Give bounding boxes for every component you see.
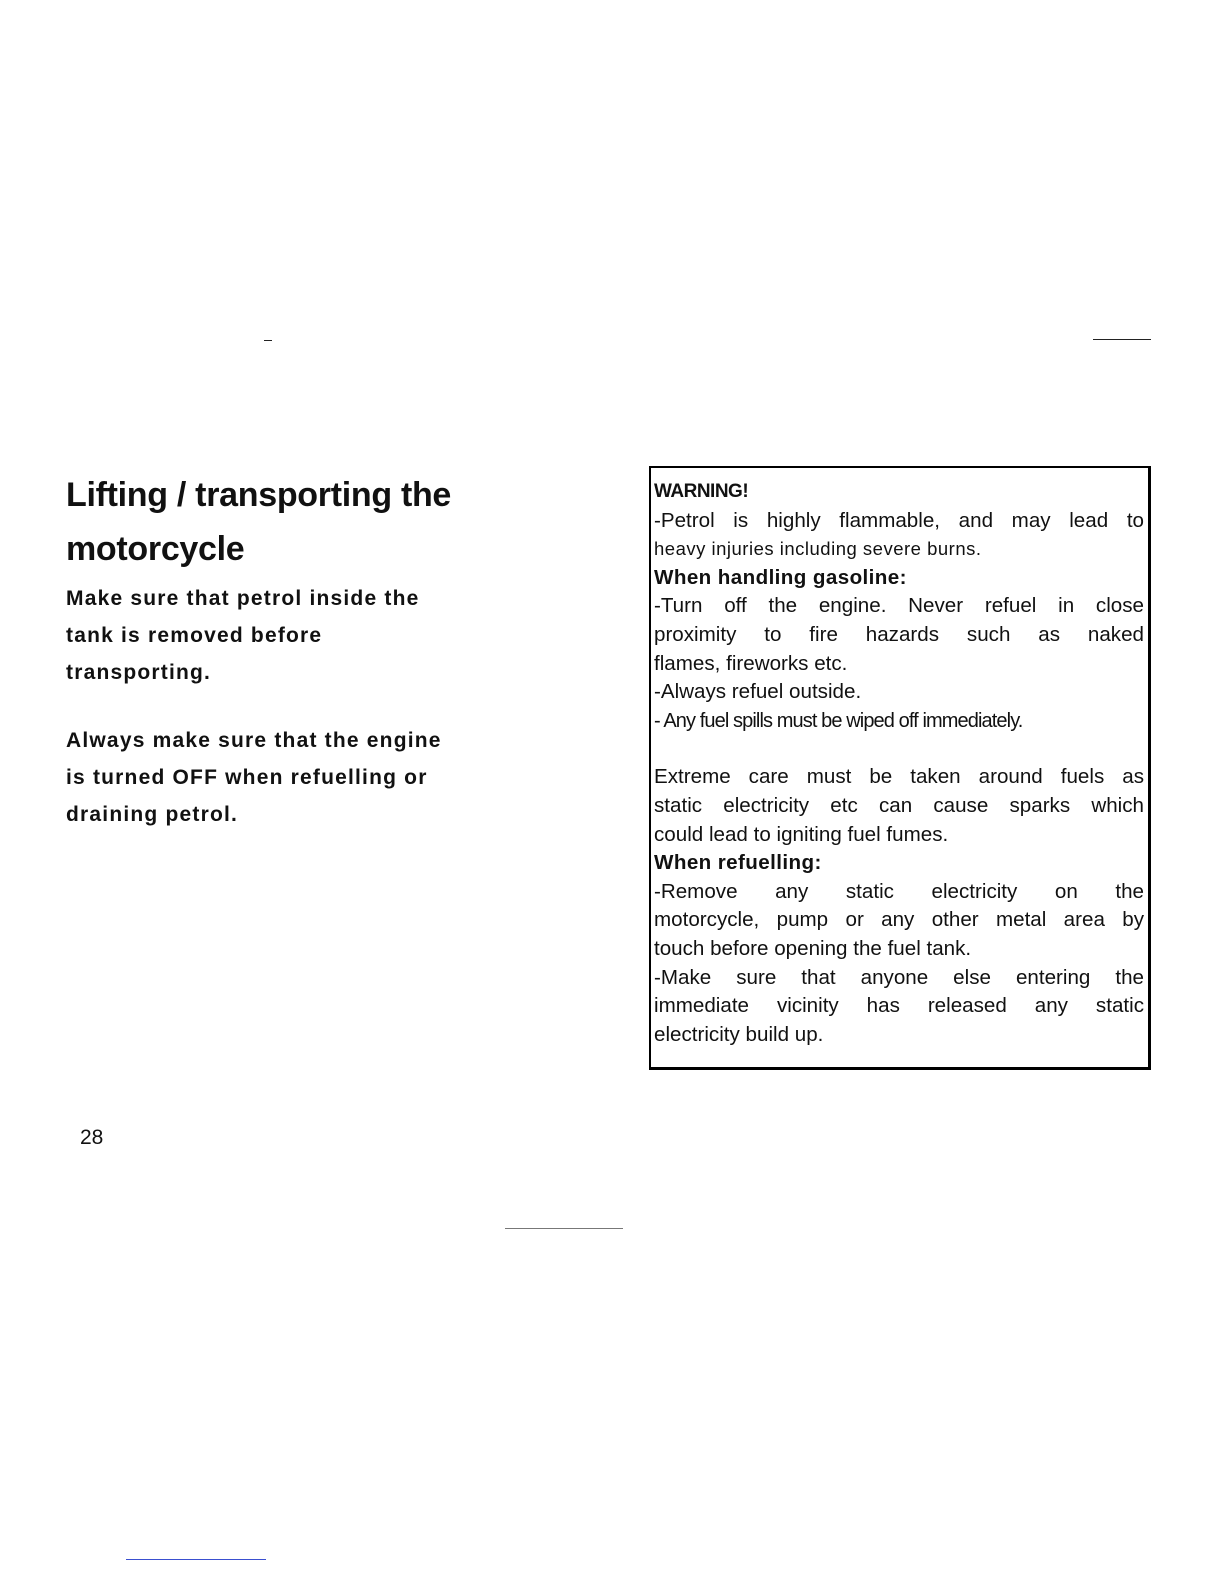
section-title [66, 468, 536, 576]
transport-instruction [66, 580, 536, 691]
refuel-instruction [66, 722, 536, 833]
warning-heading-handling: When handling gasoline: [654, 565, 907, 589]
warning-line: -Always refuel outside. [654, 680, 862, 704]
warning-line: -Petrol is highly flammable, and may lead to [654, 508, 1144, 532]
warning-line: static electricity etc can cause sparks which [654, 793, 1144, 817]
scan-mark [1093, 339, 1151, 340]
spacer [654, 735, 1144, 763]
warning-line: -Make sure that anyone else entering the [654, 965, 1144, 989]
section-title-line: motorcycle [66, 530, 245, 568]
warning-line: could lead to igniting fuel fumes. [654, 822, 949, 846]
warning-line: Extreme care must be taken around fuels as [654, 765, 1144, 789]
warning-line: heavy injuries including severe burns. [654, 538, 982, 560]
text-line: tank is removed before [66, 624, 323, 647]
text-line: Always make sure that the engine [66, 729, 442, 752]
warning-line: - Any fuel spills must be wiped off immediately. [654, 709, 1023, 732]
scan-mark [126, 1559, 266, 1560]
warning-title: WARNING! [654, 481, 749, 502]
warning-line: -Remove any static electricity on the [654, 879, 1144, 903]
text-line: Make sure that petrol inside the [66, 587, 420, 610]
scan-mark [505, 1228, 623, 1229]
warning-line: -Turn off the engine. Never refuel in close [654, 594, 1144, 618]
text-line: transporting. [66, 661, 212, 684]
scan-mark [264, 340, 272, 341]
warning-line: proximity to fire hazards such as naked [654, 622, 1144, 646]
warning-heading-refuelling: When refuelling: [654, 851, 822, 875]
warning-box [649, 466, 1151, 1070]
warning-line: flames, fireworks etc. [654, 651, 848, 675]
warning-line: touch before opening the fuel tank. [654, 936, 972, 960]
warning-line: electricity build up. [654, 1022, 824, 1046]
warning-line: motorcycle, pump or any other metal area by [654, 908, 1144, 932]
warning-line: immediate vicinity has released any static [654, 994, 1144, 1018]
page-number: 28 [80, 1126, 104, 1149]
left-column [66, 468, 536, 833]
section-title-line: Lifting / transporting the [66, 476, 452, 514]
text-line: draining petrol. [66, 803, 239, 826]
text-line: is turned OFF when refuelling or [66, 766, 428, 789]
